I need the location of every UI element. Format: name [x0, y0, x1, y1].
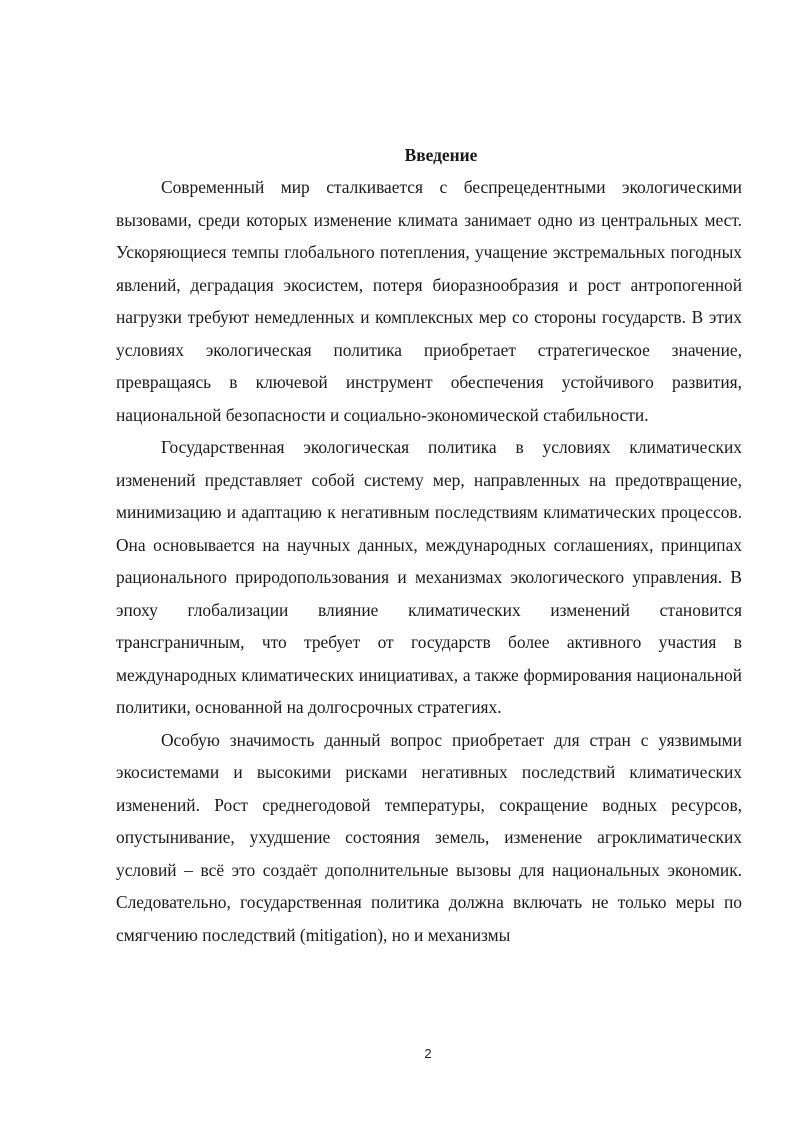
paragraph-1: Современный мир сталкивается с беспрецедентными экологическими вызовами, среди которых изменение климата занимает одно из центральных мест. Ускоряющиеся темпы глобального потепления, учащение экстремальных погодных явлений, деградация экосистем, потеря биоразнообразия и рост антропогенной нагрузки требуют немедленных и комплексных мер со стороны государств. В этих условиях экологическая политика приобретает стратегическое значение, превращаясь в ключевой инструмент обеспечения устойчивого развития, национальной безопасности и социально-экономической стабильности. [116, 177, 742, 425]
paragraph-3: Особую значимость данный вопрос приобретает для стран с уязвимыми экосистемами и высокими рисками негативных последствий климатических изменений. Рост среднегодовой температуры, сокращение водных ресурсов, опустынивание, ухудшение состояния земель, изменение агроклиматических условий – всё это создаёт дополнительные вызовы для национальных экономик. Следовательно, государственная политика должна включать не только меры по смягчению последствий (mitigation), но и механизмы [116, 729, 742, 945]
page-number: 2 [424, 1046, 432, 1061]
document-body [116, 140, 742, 951]
section-title: Введение [404, 145, 478, 165]
paragraph-2: Государственная экологическая политика в условиях климатических изменений представляет собой систему мер, направленных на предотвращение, минимизацию и адаптацию к негативным последствиям климатических процессов. Она основывается на научных данных, международных соглашениях, принципах рационального природопользования и механизмах экологического управления. В эпоху глобализации влияние климатических изменений становится трансграничным, что требует от государств более активного участия в международных климатических инициативах, а также формирования национальной политики, основанной на долгосрочных стратегиях. [116, 437, 742, 717]
